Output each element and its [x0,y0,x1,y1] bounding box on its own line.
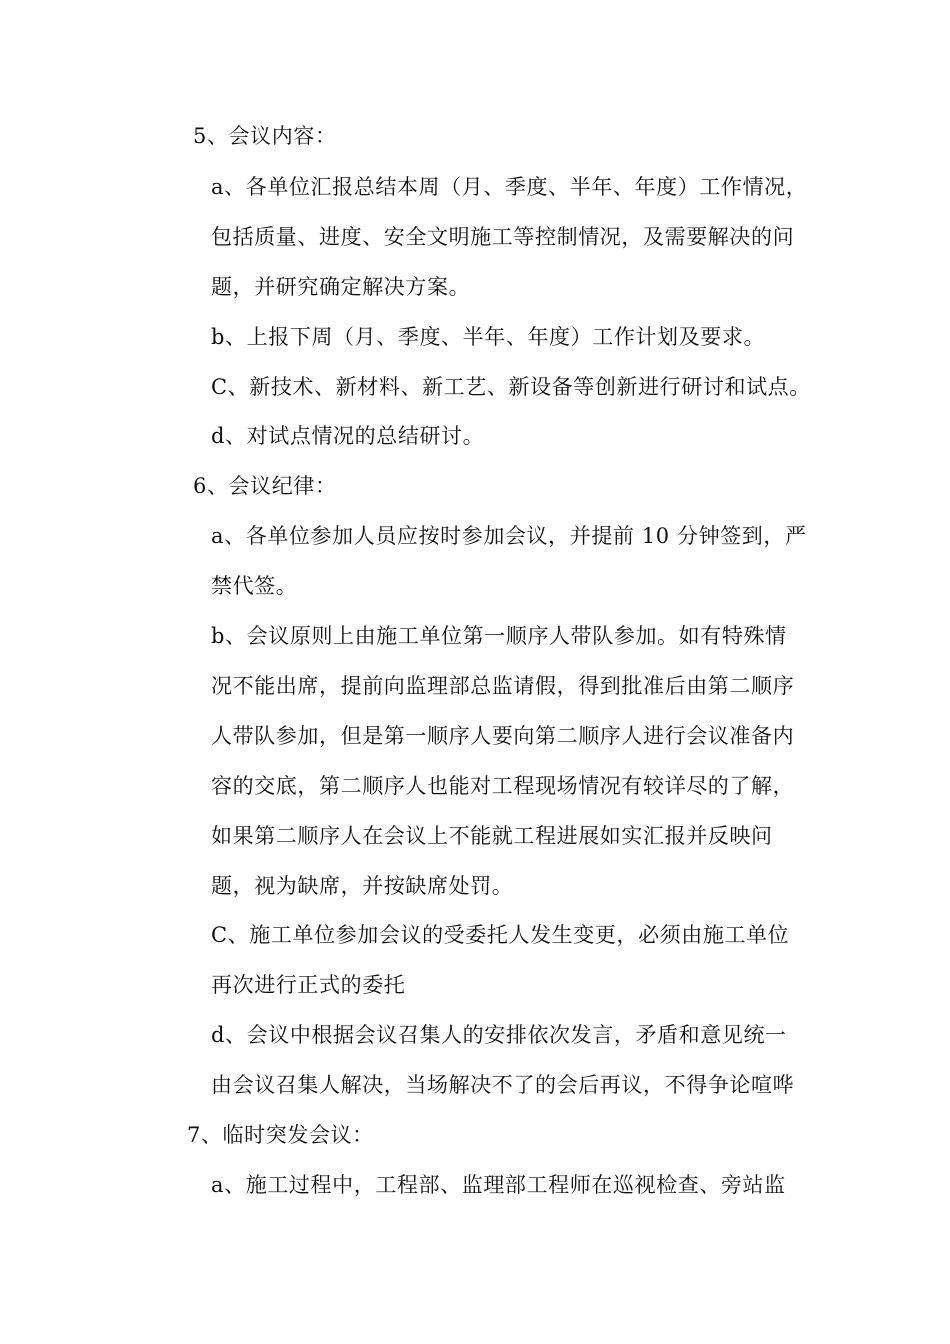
paragraph-line: 况不能出席，提前向监理部总监请假，得到批准后由第二顺序 [211,674,795,698]
paragraph-line: b、上报下周（月、季度、半年、年度）工作计划及要求。 [211,325,766,349]
paragraph-line: b、会议原则上由施工单位第一顺序人带队参加。如有特殊情 [211,624,787,648]
paragraph-line: 如果第二顺序人在会议上不能就工程进展如实汇报并反映问 [211,824,773,848]
paragraph-line: 题，并研究确定解决方案。 [211,275,471,299]
paragraph-line: 由会议召集人解决，当场解决不了的会后再议，不得争论喧哗 [211,1073,795,1097]
paragraph-line: 再次进行正式的委托 [211,973,406,997]
paragraph-line: d、会议中根据会议召集人的安排依次发言，矛盾和意见统一 [211,1023,787,1047]
paragraph-line: 题，视为缺席，并按缺席处罚。 [211,874,514,898]
section-heading-6: 6、会议纪律： [193,474,337,498]
paragraph-line: 包括质量、进度、安全文明施工等控制情况，及需要解决的问 [211,225,795,249]
paragraph-line: 禁代签。 [211,574,298,598]
paragraph-line: C、施工单位参加会议的受委托人发生变更，必须由施工单位 [211,923,790,947]
paragraph-line: a、各单位参加人员应按时参加会议，并提前 10 分钟签到，严 [211,524,807,548]
paragraph-line: a、各单位汇报总结本周（月、季度、半年、年度）工作情况， [211,175,808,199]
section-heading-7: 7、临时突发会议： [187,1123,374,1147]
paragraph-line: C、新技术、新材料、新工艺、新设备等创新进行研讨和试点。 [211,375,811,399]
paragraph-line: a、施工过程中，工程部、监理部工程师在巡视检查、旁站监 [211,1173,786,1197]
section-heading-5: 5、会议内容： [193,124,337,148]
paragraph-line: 人带队参加，但是第一顺序人要向第二顺序人进行会议准备内 [211,724,795,748]
paragraph-line: d、对试点情况的总结研讨。 [211,424,485,448]
paragraph-line: 容的交底，第二顺序人也能对工程现场情况有较详尽的了解， [211,774,795,798]
